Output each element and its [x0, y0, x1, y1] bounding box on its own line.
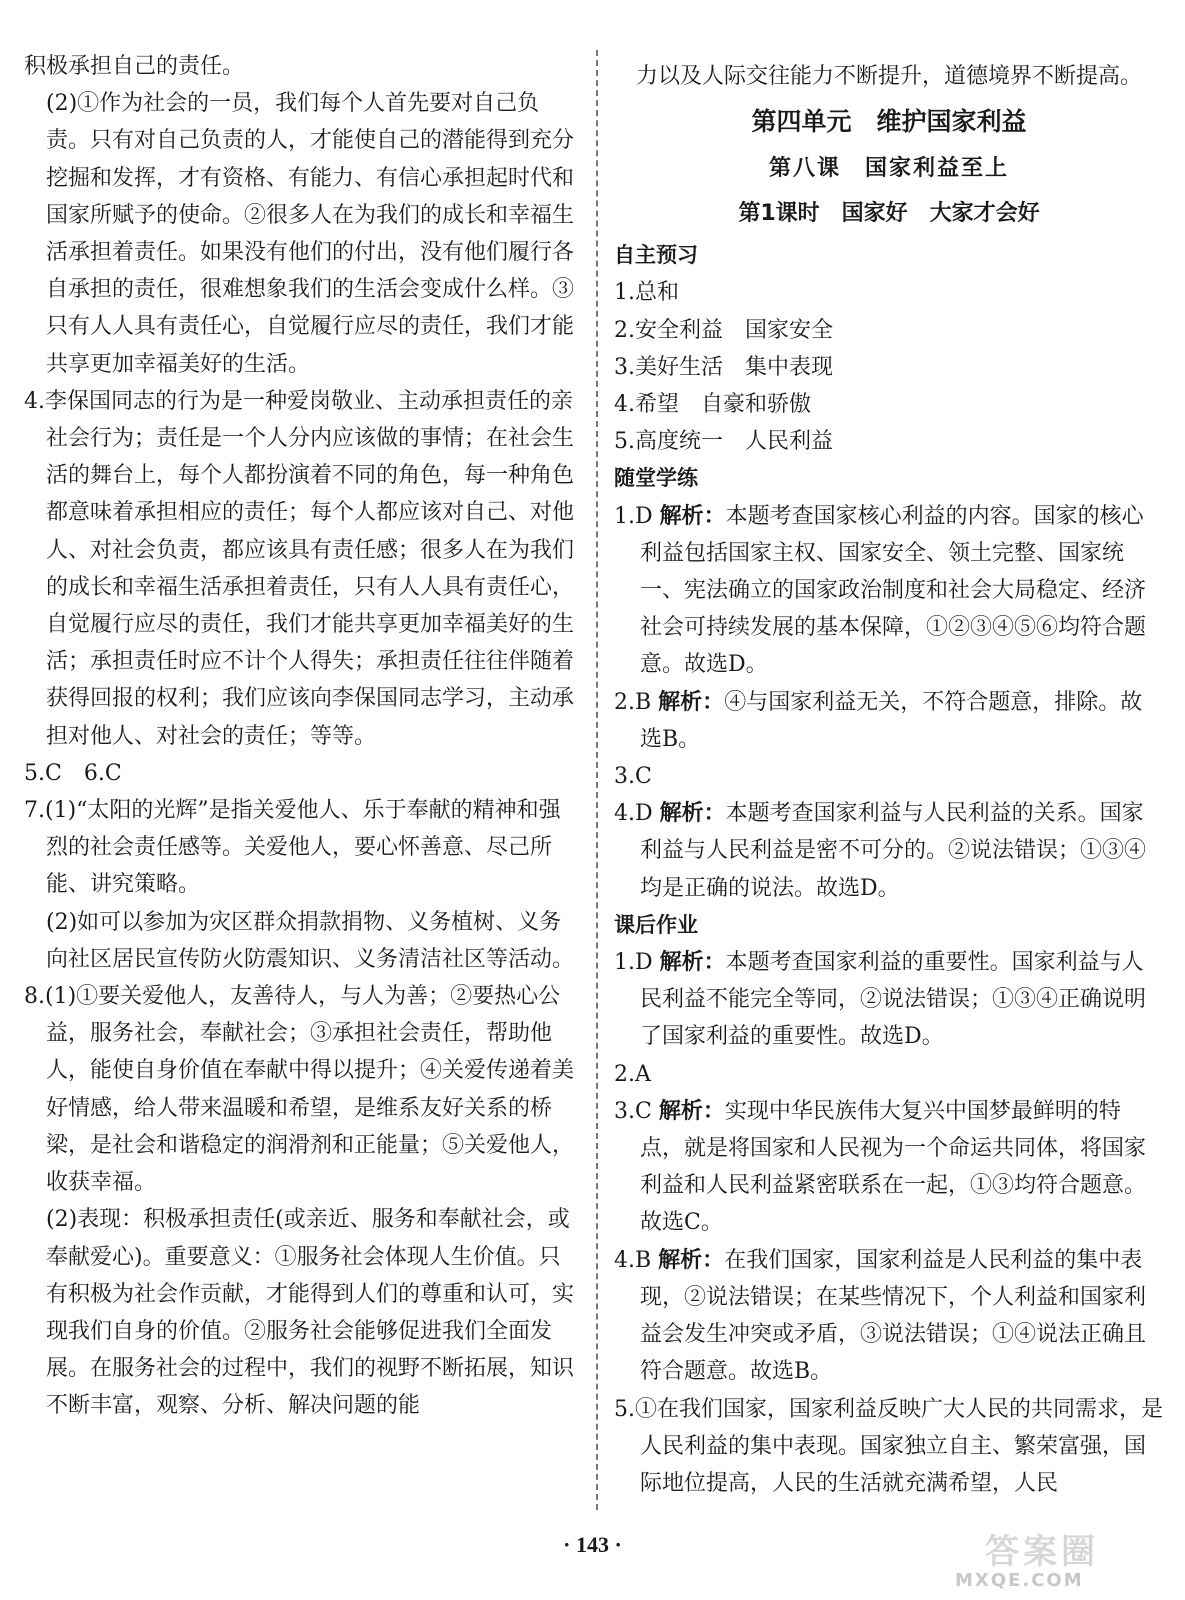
analysis-text: 本题考查国家核心利益的内容。国家的核心利益包括国家主权、国家安全、领土完整、国家统一、宪法确立的国家政治制度和社会大局稳定、经济社会可持续发展的基本保障，①②③④⑤⑥均符合题意。故选D。	[640, 503, 1147, 678]
period-title: 第1课时 国家好 大家才会好	[738, 201, 1040, 227]
analysis-text: 在我们国家，国家利益是人民利益的集中表现，②说法错误；在某些情况下，个人利益和国家利益会发生冲突或矛盾，③说法错误；①④说法正确且符合题意。故选B。	[640, 1247, 1147, 1385]
analysis-label: 解析：	[659, 801, 726, 827]
answer-7-part-1: 7.(1)“太阳的光辉”是指关爱他人、乐于奉献的精神和强烈的社会责任感等。关爱他人，要心怀善意、尽己所能、讲究策略。	[24, 798, 561, 898]
analysis-label: 解析：	[658, 1247, 725, 1273]
watermark-logo	[955, 1520, 1170, 1595]
analysis-text: 本题考查国家利益的重要性。国家利益与人民利益不能完全等同，②说法错误；①③④正确说明了国家利益的重要性。故选D。	[640, 950, 1147, 1050]
left-column	[24, 48, 579, 1425]
item-number: 5.	[614, 1396, 635, 1422]
answer-8-part-1: 8.(1)①要关爱他人，友善待人，与人为善；②要热心公益，服务社会，奉献社会；③承担社会责任，帮助他人，能使自身价值在奉献中得以提升；④关爱传递着美好情感，给人带来温暖和希望，是维系友好关系的桥梁，是社会和谐稳定的润滑剂和正能量；⑤关爱他人，收获幸福。	[24, 984, 575, 1196]
homework-item	[614, 944, 1164, 1056]
homework-item	[614, 1242, 1164, 1391]
answer-8-part-2: (2)表现：积极承担责任(或亲近、服务和奉献社会，或奉献爱心)。重要意义：①服务社会体现人生价值。只有积极为社会作贡献，才能得到人们的尊重和认可，实现我们自身的价值。②服务社会能够促进我们全面发展。在服务社会的过程中，我们的视野不断拓展，知识不断丰富，观察、分析、解决问题的能	[46, 1207, 575, 1419]
analysis-text: 实现中华民族伟大复兴中国梦最鲜明的特点，就是将国家和人民视为一个命运共同体，将国家利益和人民利益紧密联系在一起，①③均符合题意。故选C。	[640, 1098, 1147, 1236]
item-number: 3.C	[614, 764, 652, 790]
answer-3-part-2: (2)①作为社会的一员，我们每个人首先要对自己负责。只有对自己负责的人，才能使自己的潜能得到充分挖掘和发挥，才有资格、有能力、有信心承担起时代和国家所赋予的使命。②很多人在为我们的成长和幸福生活承担着责任。如果没有他们的付出，没有他们履行各自承担的责任，很难想象我们的生活会变成什么样。③只有人人具有责任心，自觉履行应尽的责任，我们才能共享更加幸福美好的生活。	[46, 91, 575, 377]
classwork-item	[614, 498, 1164, 684]
watermark-logo-text: 答案圈	[985, 1532, 1099, 1572]
answer-5-6: 5.C 6.C	[24, 760, 122, 786]
section-heading-homework: 课后作业	[614, 912, 698, 937]
answer-7-part-2: (2)如可以参加为灾区群众捐款捐物、义务植树、义务向社区居民宣传防火防震知识、义务清洁社区等活动。	[46, 909, 575, 972]
classwork-item	[614, 758, 1164, 795]
item-number: 2.B	[614, 689, 652, 715]
analysis-label: 解析：	[658, 1098, 725, 1124]
answer-4: 4.李保国同志的行为是一种爱岗敬业、主动承担责任的亲社会行为；责任是一个人分内应该做的事情；在社会生活的舞台上，每个人都扮演着不同的角色，每一种角色都意味着承担相应的责任；每个人都应该对自己、对他人、对社会负责，都应该具有责任感；很多人在为我们的成长和幸福生活承担着责任，只有人人具有责任心，自觉履行应尽的责任，我们才能共享更加幸福美好的生活；承担责任时应不计个人得失；承担责任往往伴随着获得回报的权利；我们应该向李保国同志学习，主动承担对他人、对社会的责任；等等。	[24, 388, 575, 749]
item-number: 3.C	[614, 1098, 652, 1124]
answer-text: ①在我们国家，国家利益反映广大人民的共同需求，是人民利益的集中表现。国家独立自主、繁荣富强，国际地位提高，人民的生活就充满希望，人民	[635, 1396, 1164, 1496]
analysis-text: ④与国家利益无关，不符合题意，排除。故选B。	[640, 689, 1143, 752]
analysis-label: 解析：	[658, 689, 725, 715]
watermark-url: MXQE.COM	[955, 1570, 1084, 1591]
continuation-line: 力以及人际交往能力不断提升，道德境界不断提高。	[636, 64, 1143, 89]
classwork-item	[614, 795, 1164, 907]
section-heading-classwork: 随堂学练	[614, 466, 698, 491]
answer-line-1: 积极承担自己的责任。	[24, 54, 245, 79]
item-number: 1.D	[614, 503, 653, 529]
section-heading-preview: 自主预习	[614, 243, 698, 268]
column-divider	[596, 50, 598, 1510]
page-number: · 143 ·	[563, 1532, 622, 1557]
homework-item	[614, 1391, 1164, 1503]
homework-item	[614, 1056, 1164, 1093]
item-number: 4.D	[614, 801, 653, 827]
unit-title: 第四单元 维护国家利益	[751, 107, 1027, 137]
item-number: 2.A	[614, 1061, 651, 1087]
classwork-item	[614, 684, 1164, 758]
analysis-text: 本题考查国家利益与人民利益的关系。国家利益与人民利益是密不可分的。②说法错误；①③④均是正确的说法。故选D。	[640, 801, 1147, 901]
preview-item: 3.美好生活 集中表现	[614, 354, 833, 380]
lesson-title: 第八课 国家利益至上	[768, 155, 1009, 182]
preview-item: 4.希望 自豪和骄傲	[614, 392, 811, 418]
preview-item: 1.总和	[614, 280, 679, 306]
homework-item	[614, 1093, 1164, 1242]
item-number: 4.B	[614, 1247, 652, 1273]
item-number: 1.D	[614, 950, 653, 976]
analysis-label: 解析：	[659, 950, 726, 976]
preview-item: 5.高度统一 人民利益	[614, 429, 833, 455]
preview-item: 2.安全利益 国家安全	[614, 317, 833, 343]
analysis-label: 解析：	[659, 503, 726, 529]
right-column	[614, 58, 1164, 1502]
